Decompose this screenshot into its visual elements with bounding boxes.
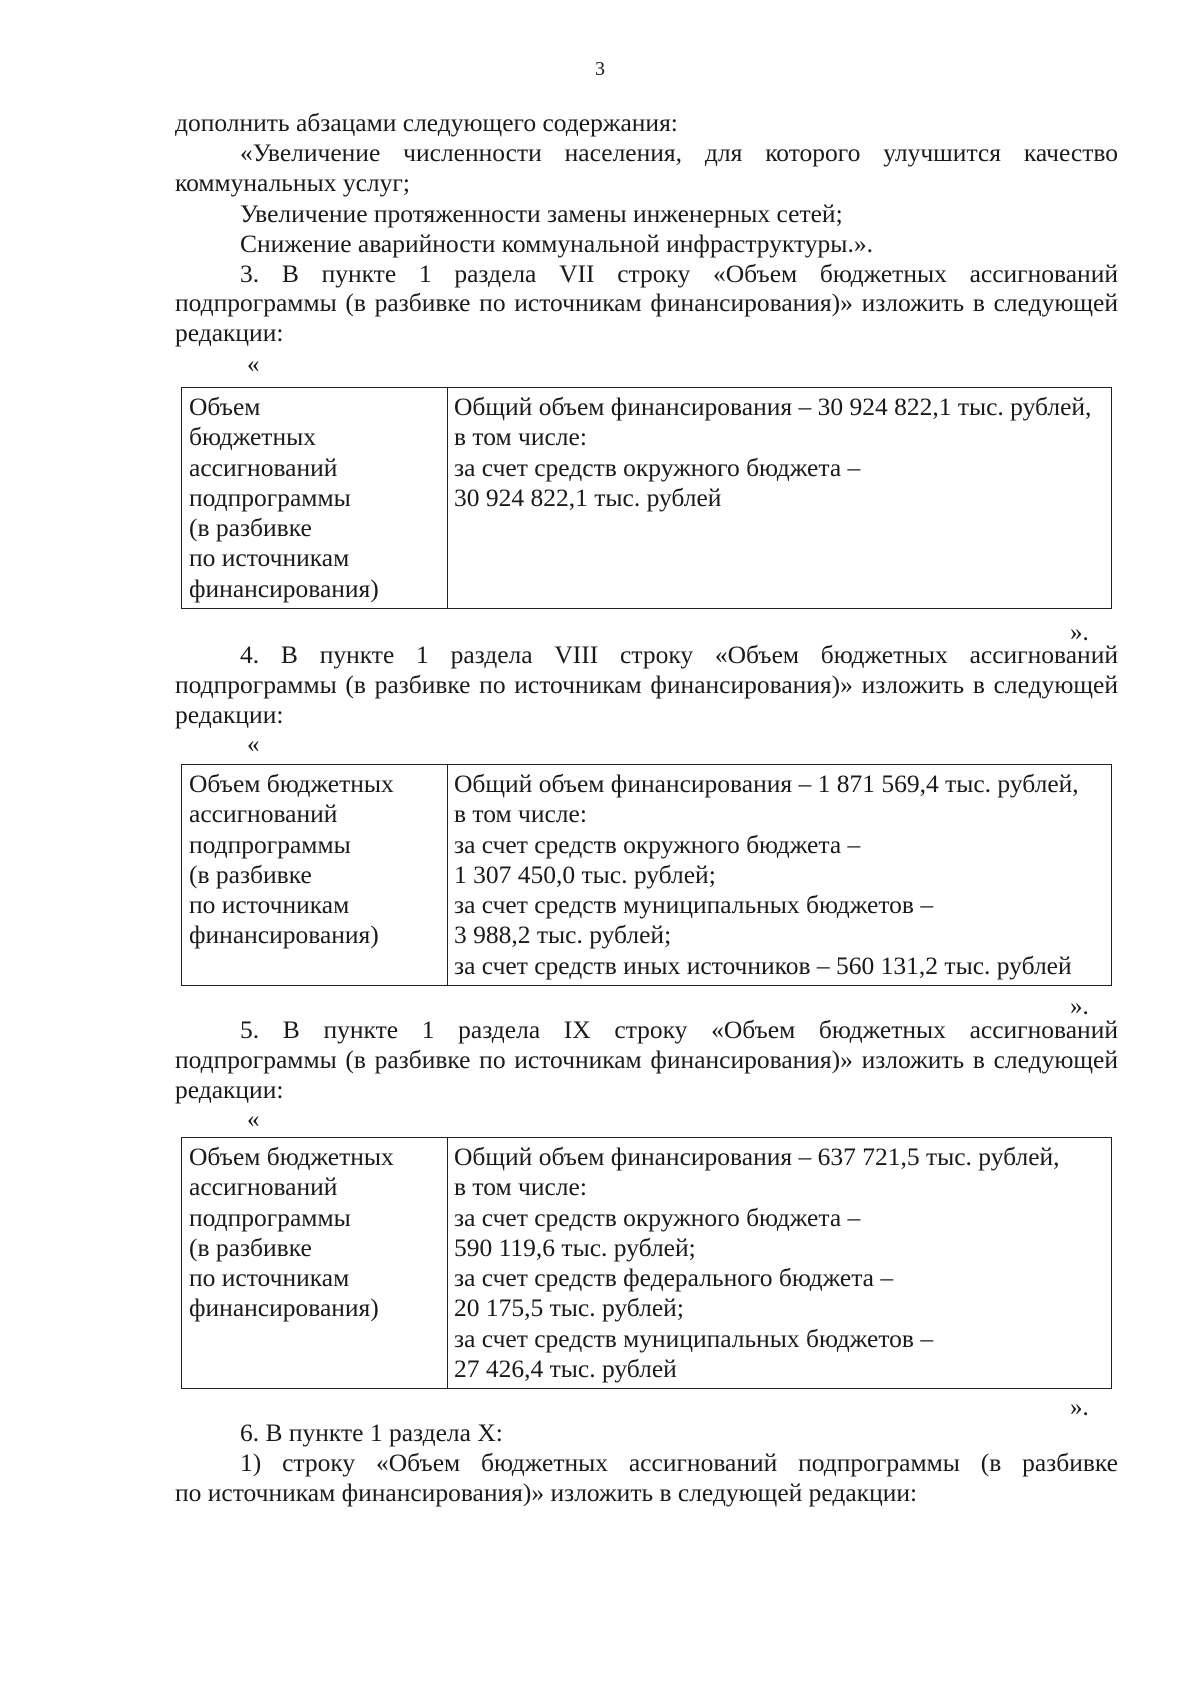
cell-line: (в разбивке [189,859,312,889]
cell-line: в том числе: [454,1172,587,1202]
cell-line: 3 988,2 тыс. рублей; [454,920,672,950]
table-row [182,1138,1112,1389]
section-3-open-quote: « [247,351,260,378]
cell-line: по источникам [189,543,350,573]
cell-line: в том числе: [454,422,587,452]
item-6-sub-1-line-1: 1) строку «Объем бюджетных ассигнований подпрограммы (в разбивке [240,1448,1118,1477]
section-4-left-cell [182,765,448,986]
section-5-left-cell [182,1138,448,1389]
cell-line: бюджетных [189,422,316,452]
section-5-open-quote: « [247,1106,260,1133]
section-4-table [181,764,1112,986]
cell-line: (в разбивке [189,1232,312,1262]
section-3-table [181,387,1112,609]
cell-line: финансирования) [189,920,379,950]
cell-line: Объем бюджетных [189,769,394,798]
item-6-sub-1-line-2: по источникам финансирования)» изложить в следующей редакции: [175,1478,918,1507]
cell-line: финансирования) [189,1293,379,1323]
table-row [182,765,1112,986]
intro-lead: дополнить абзацами следующего содержания: [175,108,678,137]
cell-line: по источникам [189,890,350,920]
cell-line: Объем бюджетных [189,1142,394,1171]
intro-item-1-line-1: «Увеличение численности населения, для которого улучшится качество [240,138,1118,167]
cell-line: за счет средств муниципальных бюджетов – [454,1323,934,1353]
section-4-paragraph-line-2: подпрограммы (в разбивке по источникам финансирования)» изложить в следующей [175,670,1118,699]
section-3-paragraph-line-2: подпрограммы (в разбивке по источникам финансирования)» изложить в следующей [175,288,1118,317]
cell-line: (в разбивке [189,513,312,543]
intro-item-3: Снижение аварийности коммунальной инфраструктуры.». [240,229,873,258]
cell-line: в том числе: [454,799,587,829]
section-4-close-quote: ». [1070,993,1089,1020]
section-5-paragraph-line-3: редакции: [175,1075,284,1104]
section-3-paragraph-line-1: 3. В пункте 1 раздела VII строку «Объем бюджетных ассигнований [240,259,1118,288]
section-4-paragraph-line-3: редакции: [175,700,284,729]
section-5-paragraph-line-1: 5. В пункте 1 раздела IX строку «Объем бюджетных ассигнований [240,1015,1118,1044]
section-3-paragraph-line-3: редакции: [175,318,284,347]
cell-line: за счет средств иных источников – 560 131,2 тыс. рублей [454,950,1072,980]
cell-line: подпрограммы [189,829,351,859]
item-6-heading: 6. В пункте 1 раздела X: [240,1418,503,1447]
cell-line: Общий объем финансирования – 1 871 569,4 тыс. рублей, [454,769,1079,798]
intro-item-2: Увеличение протяженности замены инженерных сетей; [240,199,843,228]
cell-line: 30 924 822,1 тыс. рублей [454,482,722,512]
cell-line: ассигнований [189,799,338,829]
cell-line: ассигнований [189,452,338,482]
cell-line: 27 426,4 тыс. рублей [454,1354,677,1384]
cell-line: Общий объем финансирования – 30 924 822,1 тыс. рублей, [454,392,1092,421]
cell-line: ассигнований [189,1172,338,1202]
section-5-table [181,1137,1112,1389]
section-4-right-cell [448,765,1112,986]
cell-line: 1 307 450,0 тыс. рублей; [454,859,716,889]
cell-line: за счет средств окружного бюджета – [454,829,861,859]
intro-item-1-line-2: коммунальных услуг; [175,168,410,197]
cell-line: за счет средств муниципальных бюджетов – [454,890,934,920]
section-5-paragraph-line-2: подпрограммы (в разбивке по источникам финансирования)» изложить в следующей [175,1045,1118,1074]
cell-line: 20 175,5 тыс. рублей; [454,1293,684,1323]
cell-line: Объем [189,392,261,421]
cell-line: за счет средств федерального бюджета – [454,1263,894,1293]
cell-line: подпрограммы [189,482,351,512]
cell-line: Общий объем финансирования – 637 721,5 тыс. рублей, [454,1142,1060,1171]
section-3-left-cell [182,388,448,609]
cell-line: по источникам [189,1263,350,1293]
cell-line: 590 119,6 тыс. рублей; [454,1232,696,1262]
cell-line: за счет средств окружного бюджета – [454,1202,861,1232]
section-4-paragraph-line-1: 4. В пункте 1 раздела VIII строку «Объем бюджетных ассигнований [240,640,1118,669]
page-number: 3 [595,58,605,80]
section-3-right-cell [448,388,1112,609]
section-3-close-quote: ». [1070,619,1089,646]
section-4-open-quote: « [247,731,260,758]
table-row [182,388,1112,609]
section-5-close-quote: ». [1070,1394,1089,1421]
cell-line: за счет средств окружного бюджета – [454,452,861,482]
cell-line: финансирования) [189,573,379,603]
cell-line: подпрограммы [189,1202,351,1232]
section-5-right-cell [448,1138,1112,1389]
